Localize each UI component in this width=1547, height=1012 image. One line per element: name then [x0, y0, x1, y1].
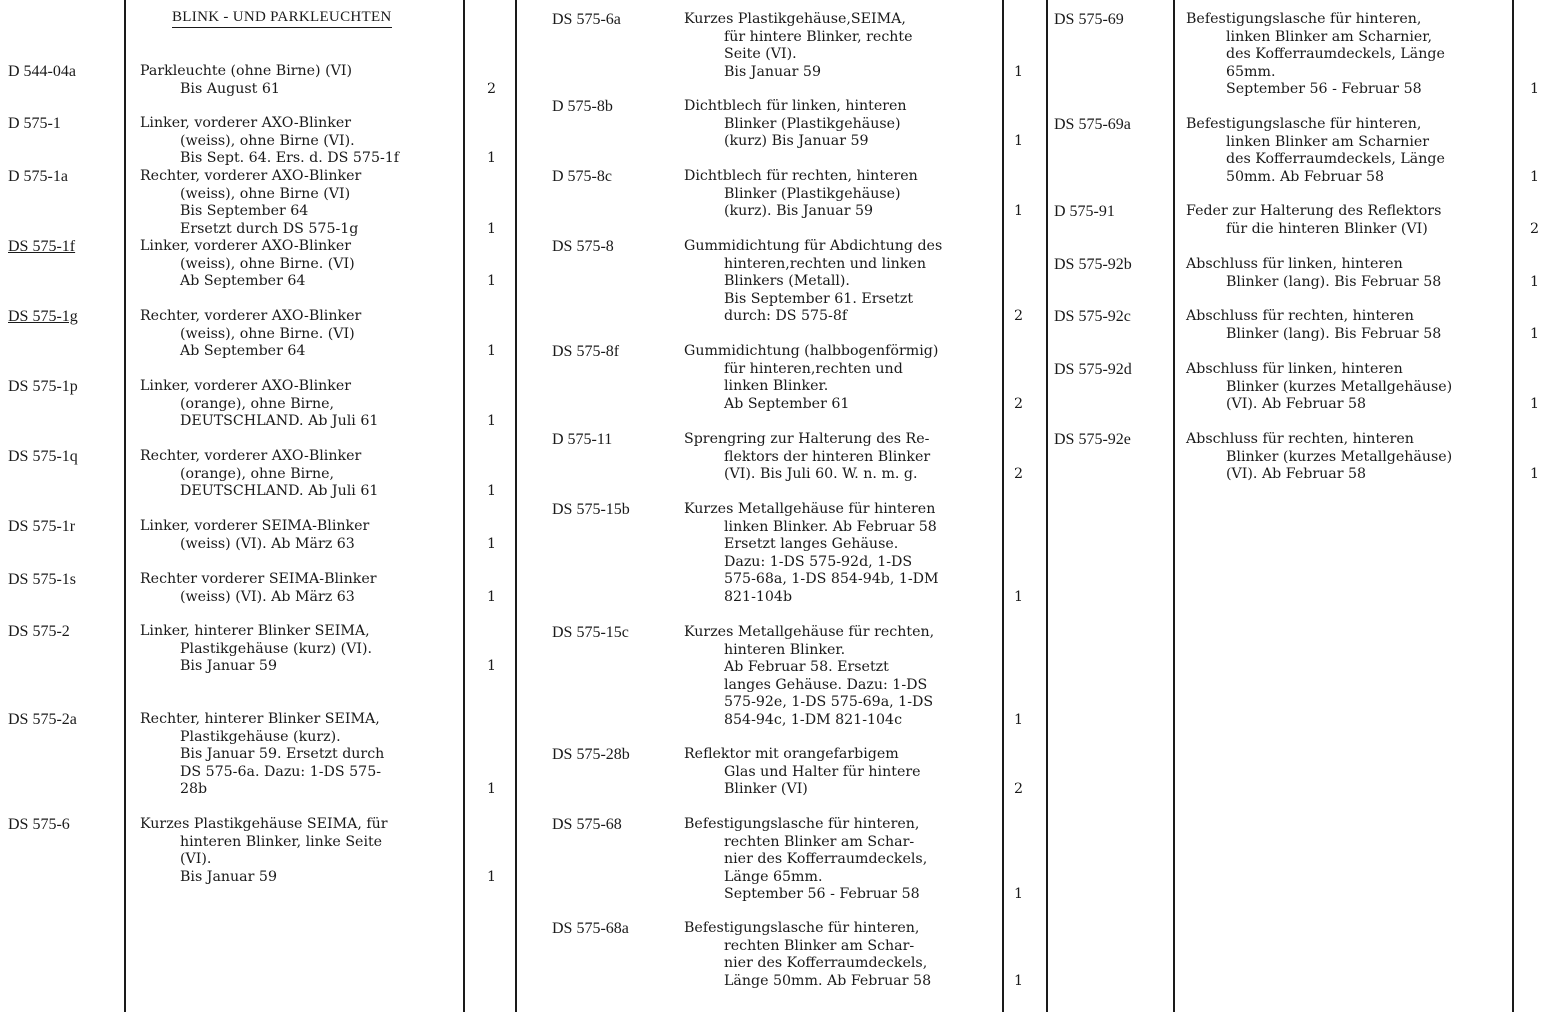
part-number: DS 575-1f [8, 238, 76, 255]
description-line: (weiss), ohne Birne (VI). [180, 132, 355, 149]
part-number: DS 575-1q [8, 448, 78, 465]
description-line: Rechter, vorderer AXO-Blinker [140, 168, 362, 184]
description-line: (kurz) Bis Januar 59 [724, 133, 869, 149]
part-description [1186, 116, 1445, 186]
description-line: Ersetzt langes Gehäuse. [724, 536, 899, 552]
part-number: DS 575-69a [1054, 116, 1131, 133]
part-description [684, 624, 934, 729]
description-line: für die hinteren Blinker (VI) [1226, 220, 1428, 237]
description-line: (weiss) (VI). Ab März 63 [180, 588, 355, 605]
part-quantity: 1 [487, 588, 497, 605]
part-description [140, 571, 377, 606]
description-line: Bis Januar 59 [180, 658, 277, 674]
description-line: Linker, vorderer AXO-Blinker [140, 378, 352, 394]
description-line: Rechter, hinterer Blinker SEIMA, [140, 711, 380, 727]
part-quantity: 1 [1530, 168, 1540, 185]
description-line: Ab September 61 [724, 395, 850, 412]
column-rule [1512, 0, 1514, 1012]
part-description [684, 343, 938, 413]
description-line: Dazu: 1-DS 575-92d, 1-DS [724, 553, 913, 570]
part-description [140, 518, 369, 553]
part-quantity: 1 [487, 535, 497, 552]
part-quantity: 2 [1014, 395, 1024, 412]
part-quantity: 1 [487, 868, 497, 885]
part-number: DS 575-92e [1054, 431, 1131, 448]
part-quantity: 1 [487, 273, 497, 289]
part-description [684, 746, 921, 799]
part-quantity: 2 [1014, 781, 1024, 797]
description-line: (VI). Ab Februar 58 [1226, 466, 1367, 482]
description-line: Abschluss für rechten, hinteren [1186, 308, 1414, 324]
description-line: (weiss), ohne Birne. (VI) [180, 255, 355, 272]
part-description [684, 920, 931, 990]
part-quantity: 1 [1530, 396, 1540, 412]
description-line: linken Blinker. [724, 378, 829, 394]
description-line: 50mm. Ab Februar 58 [1226, 168, 1385, 185]
description-line: nier des Kofferraumdeckels, [724, 955, 928, 971]
part-quantity: 1 [487, 658, 497, 674]
column-rule [515, 0, 517, 1012]
description-line: Kurzes Metallgehäuse für hinteren [684, 501, 936, 517]
description-line: Gummidichtung (halbbogenförmig) [684, 343, 939, 359]
description-line: (weiss) (VI). Ab März 63 [180, 535, 355, 552]
part-quantity: 1 [487, 343, 497, 359]
part-description [1186, 203, 1441, 238]
part-quantity: 1 [487, 150, 497, 166]
description-line: Befestigungslasche für hinteren, [684, 816, 920, 832]
part-description [140, 238, 355, 291]
part-number: D 575-8c [552, 168, 612, 185]
description-line: des Kofferraumdeckels, Länge [1226, 46, 1445, 62]
description-line: Glas und Halter für hintere [724, 763, 921, 780]
description-line: Ersetzt durch DS 575-1g [180, 220, 359, 237]
description-line: Linker, vorderer AXO-Blinker [140, 238, 352, 254]
description-line: 28b [180, 781, 208, 797]
part-description [140, 448, 378, 501]
description-line: Kurzes Plastikgehäuse SEIMA, für [140, 816, 388, 832]
part-description [1186, 361, 1452, 414]
description-line: Bis Januar 59. Ersetzt durch [180, 746, 385, 762]
part-description [684, 431, 930, 484]
part-quantity: 1 [1014, 133, 1024, 149]
part-quantity: 2 [1014, 308, 1024, 324]
description-line: (orange), ohne Birne, [180, 395, 334, 412]
part-quantity: 1 [487, 483, 497, 499]
part-number: D 575-11 [552, 431, 613, 448]
part-number: DS 575-2 [8, 623, 70, 640]
description-line: Linker, hinterer Blinker SEIMA, [140, 623, 370, 639]
part-quantity: 1 [1014, 972, 1024, 989]
part-number: DS 575-15b [552, 501, 630, 518]
part-number: DS 575-2a [8, 711, 77, 728]
part-description [684, 816, 927, 904]
part-description [1186, 308, 1441, 343]
part-number: DS 575-6a [552, 11, 621, 28]
part-quantity: 1 [1014, 886, 1024, 902]
part-number: DS 575-8f [552, 343, 620, 360]
description-line: Länge 50mm. Ab Februar 58 [724, 972, 932, 989]
description-line: Blinker (kurzes Metallgehäuse) [1226, 378, 1453, 395]
description-line: für hintere Blinker, rechte [724, 28, 913, 45]
part-quantity: 1 [1014, 63, 1024, 80]
part-description [140, 378, 378, 431]
description-line: Blinkers (Metall). [724, 273, 850, 289]
part-description [1186, 431, 1452, 484]
part-quantity: 2 [487, 80, 497, 97]
part-description [684, 11, 913, 81]
description-line: Abschluss für rechten, hinteren [1186, 431, 1414, 447]
part-number: DS 575-69 [1054, 11, 1124, 28]
part-quantity: 2 [1530, 220, 1540, 237]
description-line: Blinker (lang). Bis Februar 58 [1226, 325, 1442, 342]
description-line: Bis Sept. 64. Ers. d. DS 575-1f [180, 150, 400, 166]
description-line: September 56 - Februar 58 [1226, 81, 1422, 97]
description-line: Ab Februar 58. Ersetzt [724, 659, 889, 675]
part-description [140, 623, 372, 676]
part-quantity: 1 [1530, 273, 1540, 290]
description-line: Ab September 64 [180, 343, 306, 359]
description-line: Kurzes Plastikgehäuse,SEIMA, [684, 11, 906, 27]
part-number: DS 575-1p [8, 378, 78, 395]
part-number: DS 575-92d [1054, 361, 1132, 378]
part-description [684, 98, 907, 151]
part-quantity: 1 [487, 220, 497, 237]
part-quantity: 1 [1530, 81, 1540, 97]
description-line: Kurzes Metallgehäuse für rechten, [684, 624, 935, 640]
column-rule [1002, 0, 1004, 1012]
part-description [140, 168, 361, 238]
description-line: Blinker (VI) [724, 781, 808, 797]
part-number: DS 575-92b [1054, 256, 1132, 273]
description-line: Seite (VI). [724, 46, 797, 62]
description-line: nier des Kofferraumdeckels, [724, 851, 928, 867]
part-quantity: 1 [1014, 711, 1024, 728]
description-line: durch: DS 575-8f [724, 308, 848, 324]
description-line: 854-94c, 1-DM 821-104c [724, 711, 903, 728]
description-line: Ab September 64 [180, 273, 306, 289]
description-line: rechten Blinker am Schar- [724, 833, 915, 850]
description-line: Rechter, vorderer AXO-Blinker [140, 448, 362, 464]
description-line: (kurz). Bis Januar 59 [724, 203, 874, 219]
description-line: Plastikgehäuse (kurz). [180, 728, 341, 745]
part-description [1186, 256, 1441, 291]
part-number: DS 575-68 [552, 816, 622, 833]
part-description [140, 63, 352, 98]
part-description [684, 238, 942, 326]
description-line: hinteren Blinker. [724, 641, 846, 658]
description-line: Linker, vorderer AXO-Blinker [140, 115, 352, 131]
description-line: Blinker (lang). Bis Februar 58 [1226, 273, 1442, 290]
part-number: D 575-1a [8, 168, 68, 185]
description-line: rechten Blinker am Schar- [724, 937, 915, 954]
part-quantity: 1 [1530, 466, 1540, 482]
part-description [140, 115, 399, 168]
section-title: BLINK - UND PARKLEUCHTEN [172, 9, 392, 28]
column-rule [1046, 0, 1048, 1012]
part-number: DS 575-1r [8, 518, 76, 535]
description-line: Bis Januar 59 [180, 868, 277, 885]
description-line: Bis Januar 59 [724, 63, 821, 80]
description-line: linken Blinker am Scharnier [1226, 133, 1430, 150]
description-line: Bis September 64 [180, 203, 309, 219]
description-line: Feder zur Halterung des Reflektors [1186, 203, 1442, 219]
description-line: Reflektor mit orangefarbigem [684, 746, 899, 762]
description-line: Rechter, vorderer AXO-Blinker [140, 308, 362, 324]
part-quantity: 1 [1530, 325, 1540, 342]
description-line: Abschluss für linken, hinteren [1186, 256, 1403, 272]
description-line: (VI). Ab Februar 58 [1226, 396, 1367, 412]
description-line: Linker, vorderer SEIMA-Blinker [140, 518, 370, 534]
description-line: 575-68a, 1-DS 854-94b, 1-DM [724, 571, 939, 587]
description-line: Dichtblech für linken, hinteren [684, 98, 907, 114]
part-number: DS 575-1s [8, 571, 77, 588]
description-line: Befestigungslasche für hinteren, [1186, 11, 1422, 27]
description-line: langes Gehäuse. Dazu: 1-DS [724, 676, 928, 693]
description-line: hinteren,rechten und linken [724, 255, 926, 272]
description-line: Befestigungslasche für hinteren, [1186, 116, 1422, 132]
description-line: (weiss), ohne Birne. (VI) [180, 325, 355, 342]
part-description [684, 168, 918, 221]
description-line: Blinker (Plastikgehäuse) [724, 185, 901, 202]
part-quantity: 1 [1014, 588, 1024, 605]
part-number: DS 575-92c [1054, 308, 1131, 325]
column-rule [1173, 0, 1175, 1012]
column-rule [124, 0, 126, 1012]
description-line: (VI). Bis Juli 60. W. n. m. g. [724, 466, 918, 482]
part-description [140, 711, 384, 799]
description-line: (VI). [180, 851, 212, 867]
description-line: DEUTSCHLAND. Ab Juli 61 [180, 483, 379, 499]
part-description [1186, 11, 1445, 99]
description-line: Dichtblech für rechten, hinteren [684, 168, 918, 184]
description-line: (weiss), ohne Birne (VI) [180, 185, 351, 202]
description-line: DS 575-6a. Dazu: 1-DS 575- [180, 763, 382, 780]
description-line: Rechter vorderer SEIMA-Blinker [140, 571, 377, 587]
part-number: D 544-04a [8, 63, 76, 80]
description-line: September 56 - Februar 58 [724, 886, 920, 902]
description-line: flektors der hinteren Blinker [724, 448, 931, 465]
description-line: hinteren Blinker, linke Seite [180, 833, 383, 850]
part-quantity: 1 [487, 781, 497, 797]
part-number: D 575-1 [8, 115, 61, 132]
column-rule [463, 0, 465, 1012]
part-number: DS 575-28b [552, 746, 630, 763]
part-description [684, 501, 939, 606]
description-line: Blinker (Plastikgehäuse) [724, 115, 901, 132]
description-line: Sprengring zur Halterung des Re- [684, 431, 930, 447]
part-quantity: 2 [1014, 466, 1024, 482]
description-line: 821-104b [724, 588, 793, 605]
description-line: linken Blinker. Ab Februar 58 [724, 518, 937, 535]
description-line: DEUTSCHLAND. Ab Juli 61 [180, 413, 379, 429]
part-number: D 575-8b [552, 98, 613, 115]
description-line: Parkleuchte (ohne Birne) (VI) [140, 63, 353, 79]
description-line: (orange), ohne Birne, [180, 465, 334, 482]
description-line: Länge 65mm. [724, 868, 823, 885]
description-line: Befestigungslasche für hinteren, [684, 920, 920, 936]
description-line: Bis September 61. Ersetzt [724, 290, 914, 307]
description-line: Abschluss für linken, hinteren [1186, 361, 1403, 377]
part-description [140, 308, 361, 361]
description-line: Gummidichtung für Abdichtung des [684, 238, 943, 254]
description-line: 65mm. [1226, 63, 1276, 80]
part-quantity: 1 [487, 413, 497, 429]
description-line: Bis August 61 [180, 80, 280, 97]
part-number: DS 575-68a [552, 920, 629, 937]
part-number: D 575-91 [1054, 203, 1115, 220]
description-line: linken Blinker am Scharnier, [1226, 28, 1433, 45]
description-line: für hinteren,rechten und [724, 360, 903, 377]
description-line: des Kofferraumdeckels, Länge [1226, 151, 1445, 167]
part-number: DS 575-8 [552, 238, 614, 255]
part-quantity: 1 [1014, 203, 1024, 219]
description-line: Plastikgehäuse (kurz) (VI). [180, 640, 373, 657]
description-line: Blinker (kurzes Metallgehäuse) [1226, 448, 1453, 465]
description-line: 575-92e, 1-DS 575-69a, 1-DS [724, 694, 934, 710]
part-description [140, 816, 388, 886]
part-number: DS 575-1g [8, 308, 78, 325]
part-number: DS 575-15c [552, 624, 629, 641]
part-number: DS 575-6 [8, 816, 70, 833]
